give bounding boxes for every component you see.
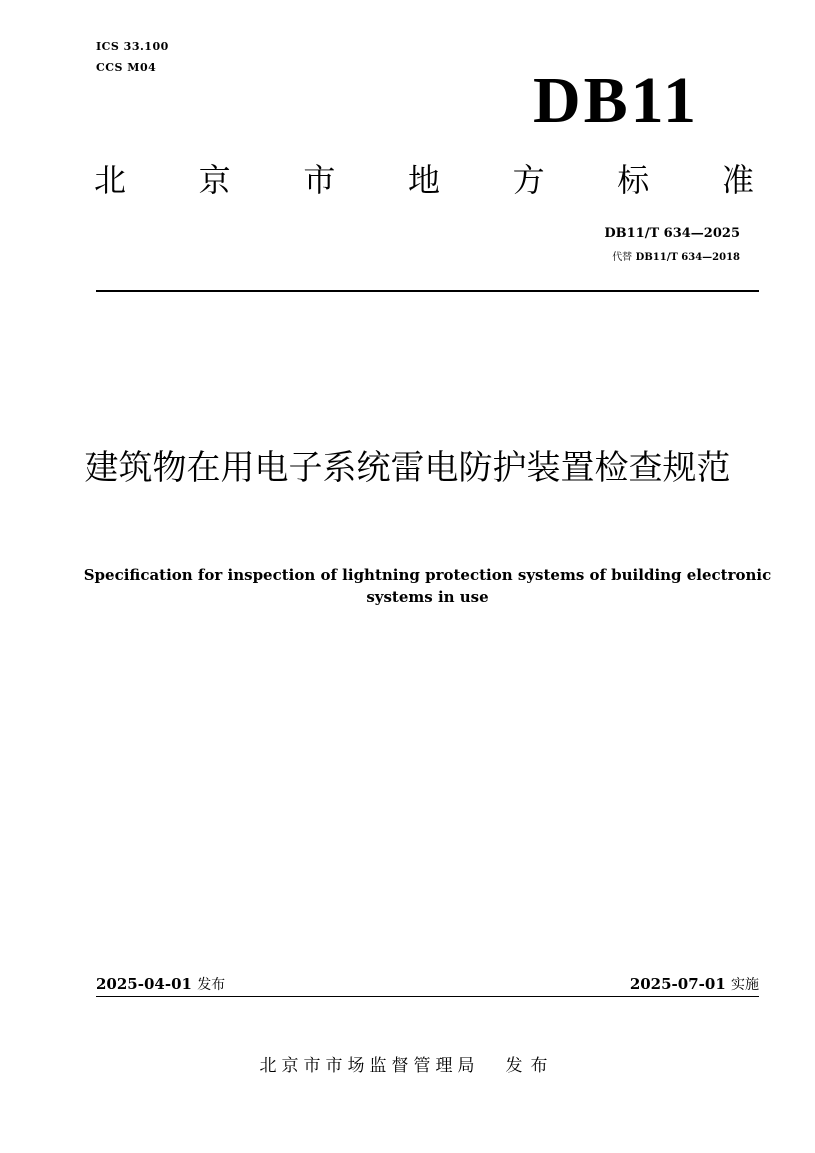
implementation-date	[630, 974, 759, 995]
standard-type-char: 市	[303, 161, 336, 199]
issuer-action: 发布	[505, 1056, 556, 1076]
ccs-code: CCS M04	[96, 61, 157, 74]
implementation-date-value: 2025-07-01	[629, 975, 726, 993]
replaces-standard	[612, 251, 740, 265]
standard-number: DB11/T 634—2025	[604, 226, 740, 241]
standard-mark: DB11	[532, 64, 699, 137]
standard-type-char: 标	[617, 161, 650, 199]
standard-type-char: 北	[94, 161, 127, 199]
standard-type-char: 准	[721, 161, 754, 199]
issue-date-value: 2025-04-01	[96, 975, 192, 993]
footer-divider	[96, 996, 759, 997]
document-title-en: Specification for inspection of lightning protection systems of building electronic systems in use	[83, 566, 772, 606]
replaces-prefix: 代替	[612, 252, 633, 263]
document-title-zh: 建筑物在用电子系统雷电防护装置检查规范	[84, 448, 731, 488]
replaces-number: DB11/T 634—2018	[635, 252, 740, 263]
issue-date	[96, 974, 225, 995]
standard-type	[94, 162, 754, 198]
issuing-authority	[0, 1055, 815, 1077]
ics-code: ICS 33.100	[96, 40, 169, 53]
header-divider	[96, 290, 759, 292]
issue-date-label: 发布	[197, 977, 226, 993]
standard-type-char: 京	[198, 161, 231, 199]
standard-type-char: 地	[407, 161, 440, 199]
implementation-date-label: 实施	[731, 977, 759, 993]
standard-type-char: 方	[512, 161, 545, 199]
issuer-name: 北京市市场监督管理局	[259, 1056, 480, 1076]
